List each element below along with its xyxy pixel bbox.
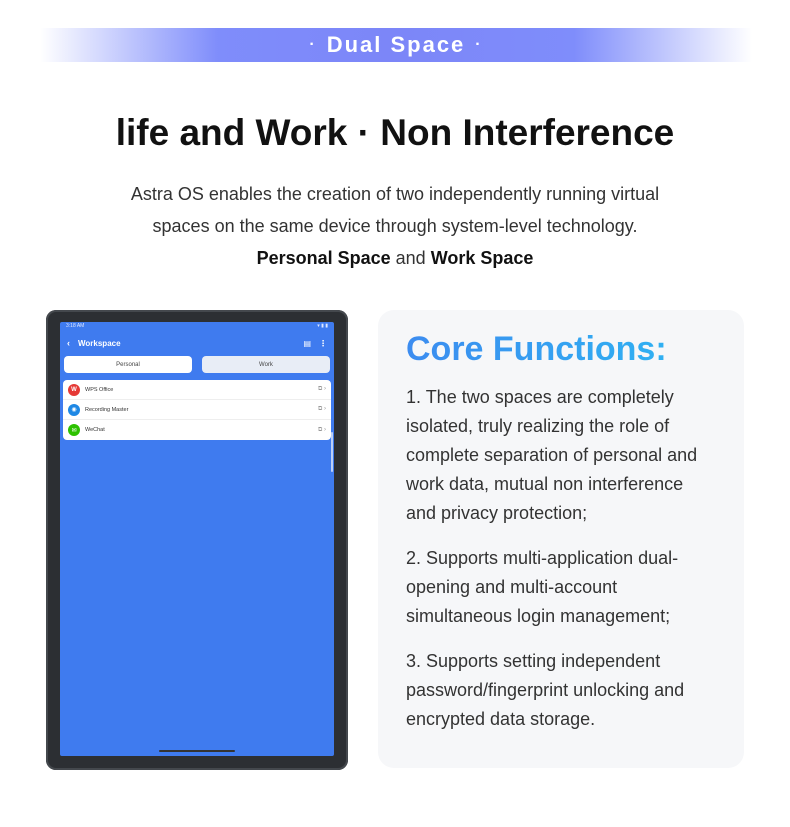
banner-dot-right: · xyxy=(475,36,483,53)
list-item[interactable] xyxy=(63,420,331,440)
back-icon[interactable]: ‹ xyxy=(67,338,70,348)
list-item[interactable] xyxy=(63,380,331,400)
banner-title: Dual Space xyxy=(326,32,466,57)
intro-personal-space: Personal Space xyxy=(256,248,391,268)
intro-line-3 xyxy=(80,242,710,274)
banner-dot-left: · xyxy=(309,36,317,53)
wps-office-icon: W xyxy=(68,384,80,396)
tablet-screen xyxy=(60,322,334,756)
app-title: Workspace xyxy=(78,338,121,348)
core-function-item-2: 2. Supports multi-application dual-opening and multi-account simultaneous login management; xyxy=(406,548,679,626)
more-menu-icon[interactable]: ⋮ xyxy=(319,338,327,348)
tablet-device xyxy=(46,310,348,770)
intro-line-2: spaces on the same device through system-level technology. xyxy=(152,216,638,236)
recording-master-icon: ◉ xyxy=(68,404,80,416)
row-actions-icon[interactable]: ⧉ › xyxy=(318,426,326,433)
row-actions-icon[interactable]: ⧉ › xyxy=(318,386,326,392)
document-icon[interactable]: ▤ xyxy=(303,338,311,348)
intro-line-1: Astra OS enables the creation of two independently running virtual xyxy=(130,184,660,204)
app-list xyxy=(63,380,331,440)
space-tabs xyxy=(60,354,334,375)
scrollbar[interactable] xyxy=(331,432,333,472)
status-icons: ▾ ▮ ▮ xyxy=(317,323,328,329)
home-indicator[interactable] xyxy=(159,750,235,752)
core-functions-title: Core Functions: xyxy=(406,330,716,369)
status-bar xyxy=(60,322,334,332)
core-function-item-3: 3. Supports setting independent password/fingerprint unlocking and encrypted data storage. xyxy=(406,651,685,729)
app-name: Recording Master xyxy=(85,406,129,413)
app-name: WeChat xyxy=(85,427,105,433)
tab-work[interactable]: Work xyxy=(202,356,330,373)
wechat-icon: ✉ xyxy=(68,424,80,436)
intro-text xyxy=(80,178,710,274)
core-functions-card xyxy=(378,310,744,768)
status-time: 3:18 AM xyxy=(66,323,85,329)
app-bar xyxy=(60,332,334,354)
tab-personal[interactable]: Personal xyxy=(64,356,192,373)
core-function-item-1: 1. The two spaces are completely isolated, truly realizing the role of complete separation of personal and work data, mutual non interference and privacy protection; xyxy=(406,387,698,523)
row-actions-icon[interactable]: ⧉ › xyxy=(318,406,326,412)
intro-work-space: Work Space xyxy=(430,248,534,268)
app-name: WPS Office xyxy=(85,386,114,393)
intro-and: and xyxy=(390,248,431,268)
headline: life and Work · Non Interference xyxy=(115,112,675,153)
list-item[interactable] xyxy=(63,400,331,420)
section-banner xyxy=(40,28,752,62)
